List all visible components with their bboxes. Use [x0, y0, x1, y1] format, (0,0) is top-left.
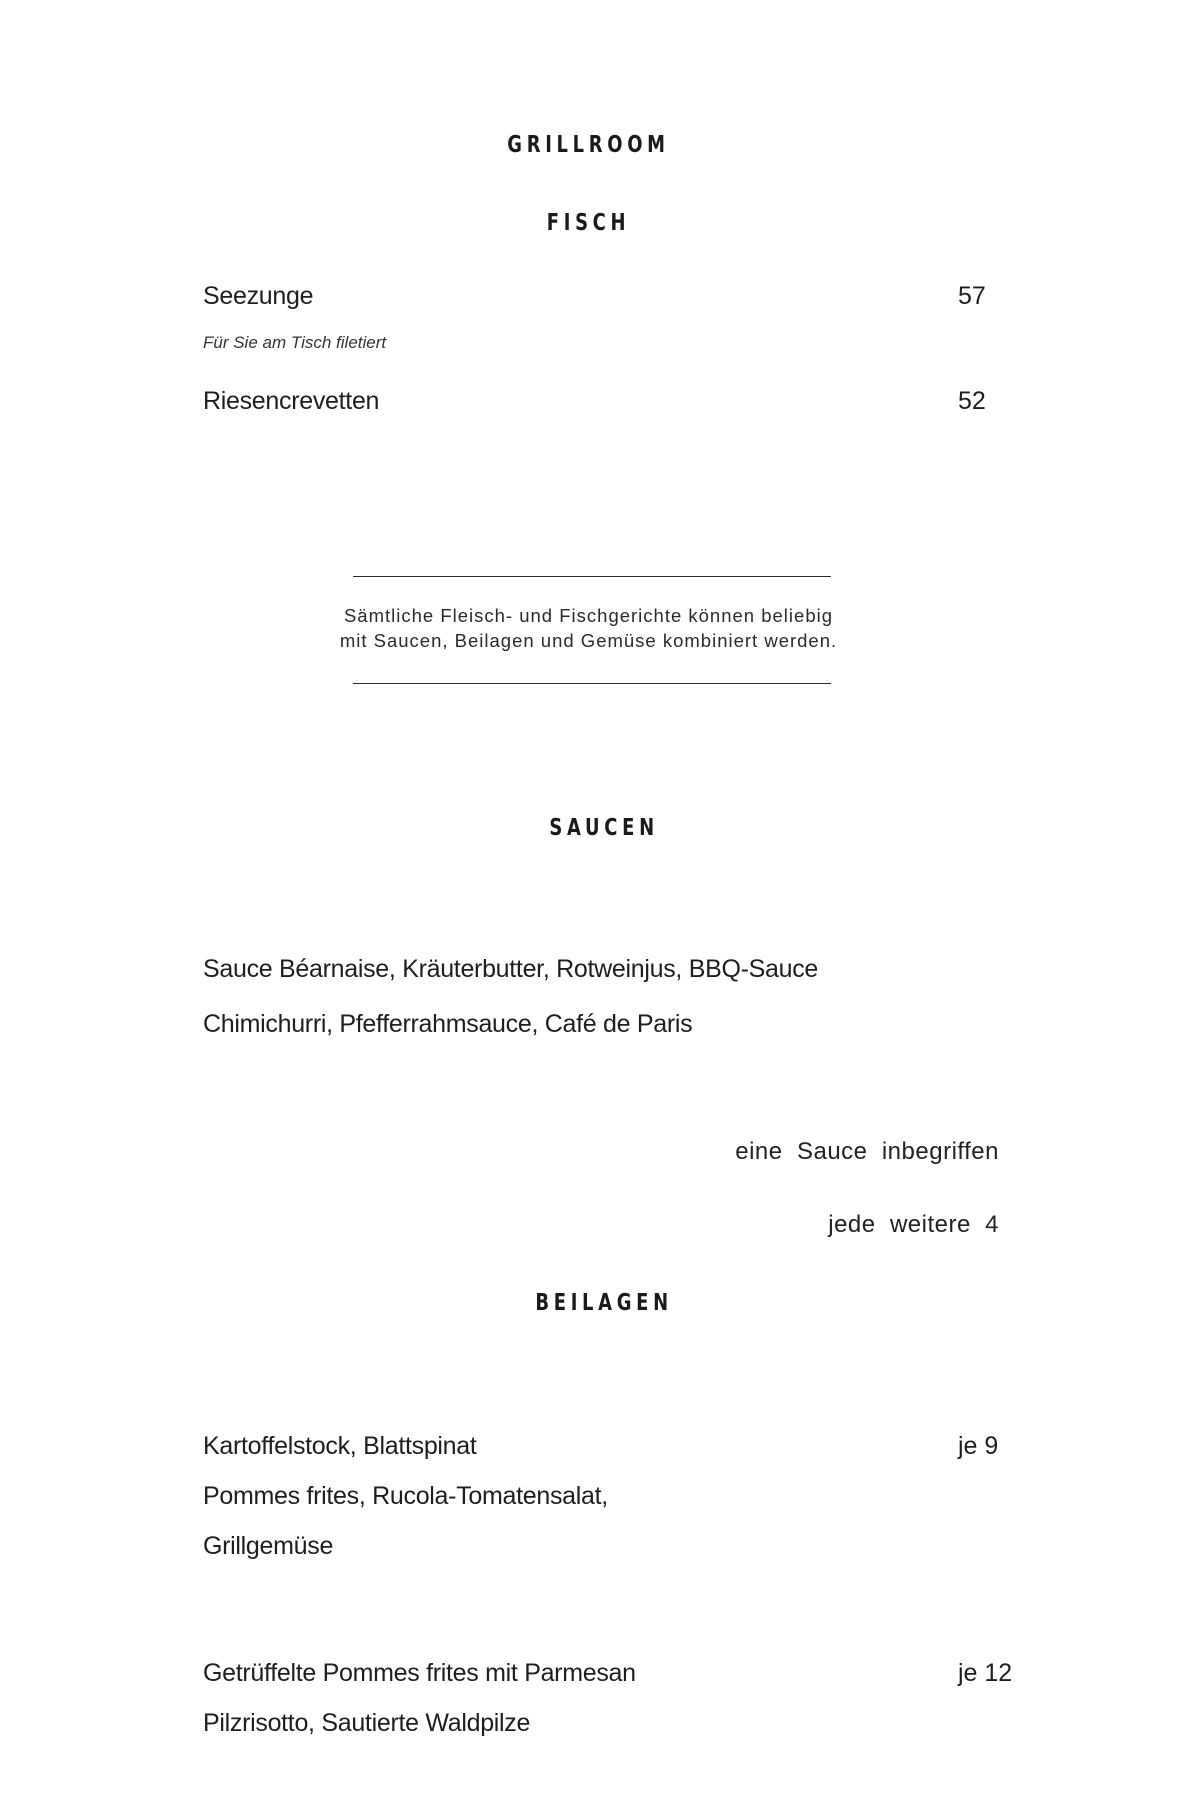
menu-item-name: Seezunge: [203, 282, 314, 310]
page-title: GRILLROOM: [507, 132, 670, 158]
sauce-included-note: eine Sauce inbegriffen: [735, 1138, 999, 1165]
section-heading-fisch: FISCH: [546, 210, 631, 236]
sauce-list-line: Chimichurri, Pfefferrahmsauce, Café de Paris: [203, 1010, 693, 1038]
menu-item-description: Für Sie am Tisch filetiert: [203, 333, 387, 352]
section-heading-beilagen: BEILAGEN: [535, 1290, 673, 1316]
sauce-list-line: Sauce Béarnaise, Kräuterbutter, Rotweinjus, BBQ-Sauce: [203, 955, 818, 983]
divider-bottom: [353, 683, 831, 684]
combination-note-line-1: Sämtliche Fleisch- und Fischgerichte können beliebig: [343, 605, 834, 626]
side-dish-line: Grillgemüse: [203, 1532, 334, 1560]
menu-item-price: 52: [958, 387, 986, 415]
section-heading-saucen: SAUCEN: [549, 815, 659, 841]
menu-item-price: 57: [958, 282, 986, 310]
side-dish-line: Getrüffelte Pommes frites mit Parmesan: [203, 1659, 636, 1687]
combination-note-line-2: mit Saucen, Beilagen und Gemüse kombiniert werden.: [339, 630, 838, 651]
menu-item-name: Riesencrevetten: [203, 387, 380, 415]
sauce-extra-price: jede weitere 4: [828, 1211, 999, 1238]
divider-top: [353, 576, 831, 577]
side-dish-price: je 12: [958, 1659, 1013, 1687]
side-dish-line: Pilzrisotto, Sautierte Waldpilze: [203, 1709, 531, 1737]
side-dish-price: je 9: [958, 1432, 999, 1460]
side-dish-line: Kartoffelstock, Blattspinat: [203, 1432, 477, 1460]
side-dish-line: Pommes frites, Rucola-Tomatensalat,: [203, 1482, 608, 1510]
